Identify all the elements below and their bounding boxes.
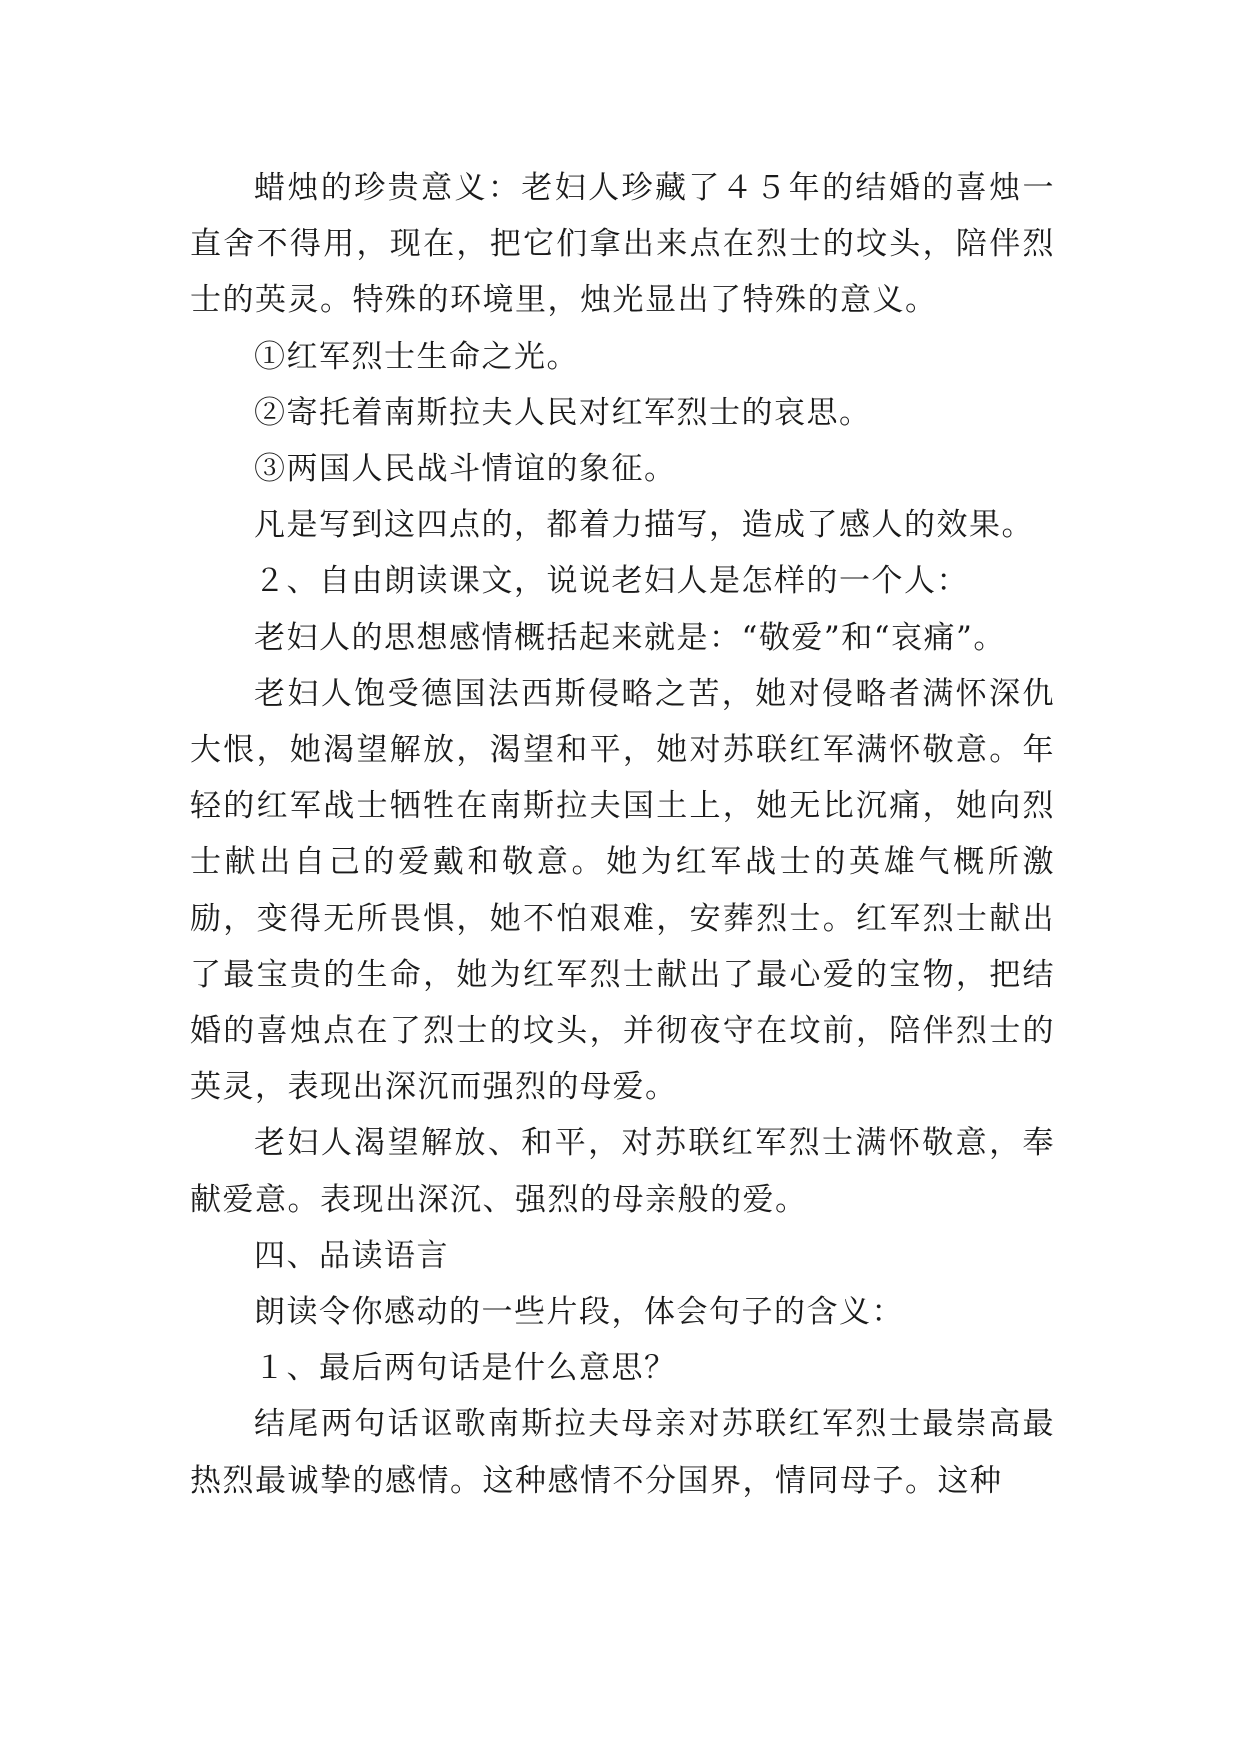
question-1: １、最后两句话是什么意思？ (254, 1350, 677, 1387)
body-text (190, 160, 1055, 1509)
list-item-1: ①红军烈士生命之光。 (254, 338, 579, 375)
list-item-3: ③两国人民战斗情谊的象征。 (254, 451, 677, 488)
paragraph-effect: 凡是写到这四点的，都着力描写，造成了感人的效果。 (254, 507, 1034, 544)
paragraph-instruction: 朗读令你感动的一些片段，体会句子的含义： (254, 1294, 904, 1331)
paragraph-summary: 老妇人的思想感情概括起来就是：“敬爱”和“哀痛”。 (254, 619, 1006, 656)
paragraph-conclusion: 老妇人渴望解放、和平，对苏联红军烈士满怀敬意，奉献爱意。表现出深沉、强烈的母亲般的爱。 (190, 1125, 1055, 1218)
paragraph-analysis: 老妇人饱受德国法西斯侵略之苦，她对侵略者满怀深仇大恨，她渴望解放，渴望和平，她对苏联红军满怀敬意。年轻的红军战士牺牲在南斯拉夫国土上，她无比沉痛，她向烈士献出自己的爱戴和敬意。她为红军战士的英雄气概所激励，变得无所畏惧，她不怕艰难，安葬烈士。红军烈士献出了最宝贵的生命，她为红军烈士献出了最心爱的宝物，把结婚的喜烛点在了烈士的坟头，并彻夜守在坟前，陪伴烈士的英灵，表现出深沉而强烈的母爱。 (190, 675, 1055, 1106)
paragraph-candle-meaning: 蜡烛的珍贵意义：老妇人珍藏了４５年的结婚的喜烛一直舍不得用，现在，把它们拿出来点在烈士的坟头，陪伴烈士的英灵。特殊的环境里，烛光显出了特殊的意义。 (190, 170, 1055, 319)
paragraph-ending: 结尾两句话讴歌南斯拉夫母亲对苏联红军烈士最崇高最热烈最诚挚的感情。这种感情不分国界，情同母子。这种 (190, 1406, 1055, 1499)
list-item-2: ②寄托着南斯拉夫人民对红军烈士的哀思。 (254, 394, 872, 431)
section-heading-4: 四、品读语言 (254, 1237, 449, 1274)
question-2: ２、自由朗读课文，说说老妇人是怎样的一个人： (254, 563, 969, 600)
